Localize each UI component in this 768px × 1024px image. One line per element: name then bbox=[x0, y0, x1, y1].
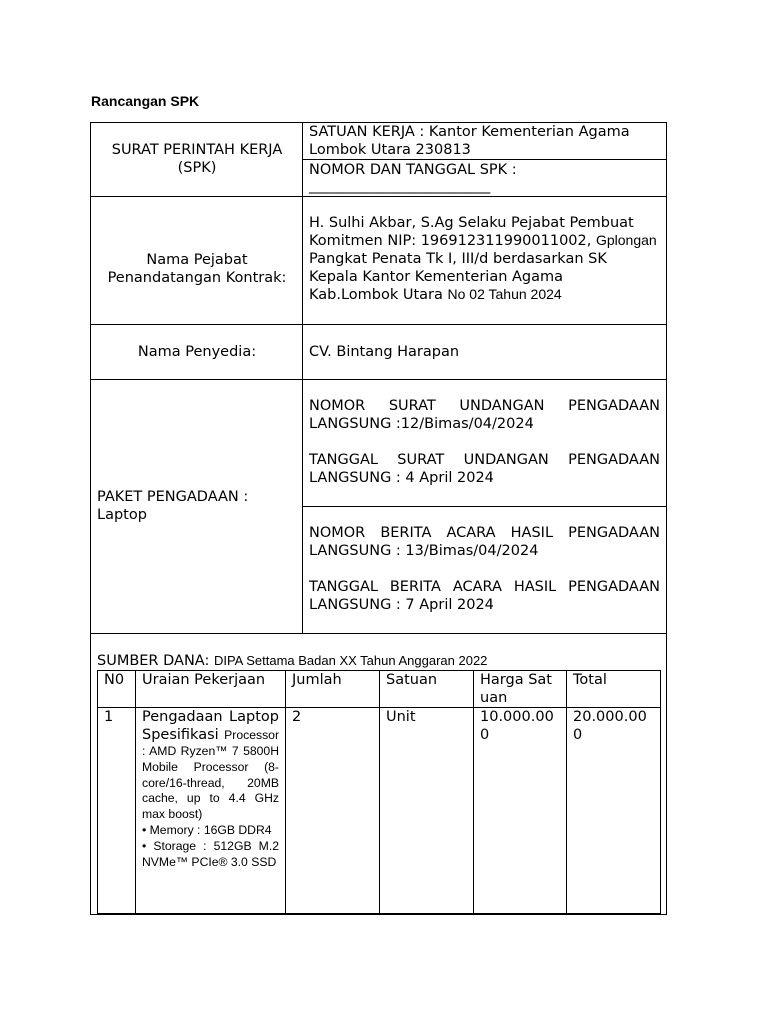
row-divider bbox=[90, 633, 667, 634]
pejabat-label: Nama Pejabat Penandatangan Kontrak: bbox=[107, 251, 287, 286]
pejabat-line: H. Sulhi Akbar, S.Ag Selaku Pejabat Pembuat bbox=[309, 215, 634, 231]
column-divider bbox=[302, 122, 303, 633]
table-row bbox=[98, 708, 661, 915]
nomor-tanggal-label: NOMOR DAN TANGGAL SPK : bbox=[309, 162, 517, 178]
row-divider bbox=[90, 379, 667, 380]
sumber-dana-label: SUMBER DANA: bbox=[97, 653, 214, 669]
spk-label: SURAT PERINTAH KERJA (SPK) bbox=[111, 142, 283, 176]
header-uraian: Uraian Pekerjaan bbox=[136, 671, 286, 708]
table-header-row bbox=[98, 671, 661, 708]
row-total: 20.000.000 bbox=[567, 708, 661, 915]
uraian-spec-storage: • Storage : 512GB M.2 NVMe™ PCIe® 3.0 SSD bbox=[142, 838, 279, 869]
header-satuan: Satuan bbox=[380, 671, 474, 708]
row-jumlah: 2 bbox=[286, 708, 380, 915]
header-no: N0 bbox=[98, 671, 136, 708]
tanggal-berita-acara: TANGGAL BERITA ACARA HASIL PENGADAAN LANGSUNG : 7 April 2024 bbox=[309, 579, 660, 613]
sumber-dana-value: DIPA Settama Badan XX Tahun Anggaran 2022 bbox=[213, 653, 488, 668]
uraian-text bbox=[142, 708, 279, 823]
header-jumlah: Jumlah bbox=[286, 671, 380, 708]
header-total: Total bbox=[567, 671, 661, 708]
uraian-spec-memory: • Memory : 16GB DDR4 bbox=[142, 822, 272, 837]
cell-divider bbox=[303, 506, 667, 507]
tanggal-surat-undangan: TANGGAL SURAT UNDANGAN PENGADAAN LANGSUNG : 4 April 2024 bbox=[309, 452, 660, 486]
pejabat-sk: No 02 Tahun 2024 bbox=[447, 286, 562, 302]
item-table bbox=[97, 670, 661, 915]
uraian-lead: Pengadaan Laptop Spesifikasi bbox=[142, 709, 279, 743]
paket-label-line: PAKET PENGADAAN : bbox=[97, 489, 249, 505]
row-satuan: Unit bbox=[380, 708, 474, 915]
pejabat-value bbox=[309, 214, 661, 304]
pejabat-line bbox=[309, 286, 661, 304]
nomor-tanggal-spk bbox=[309, 161, 661, 195]
row-harga-satuan: 10.000.000 bbox=[474, 708, 567, 915]
row-no: 1 bbox=[98, 708, 136, 915]
sumber-dana bbox=[97, 652, 657, 670]
header-harga-satuan: Harga Satuan bbox=[474, 671, 567, 708]
pejabat-golongan: Gplongan bbox=[595, 232, 657, 248]
penyedia-label: Nama Penyedia: bbox=[137, 344, 257, 360]
nomor-berita-acara: NOMOR BERITA ACARA HASIL PENGADAAN LANGSUNG : 13/Bimas/04/2024 bbox=[309, 525, 660, 559]
paket-label bbox=[97, 488, 297, 524]
cell-divider bbox=[303, 159, 667, 160]
paket-label-value: Laptop bbox=[97, 507, 147, 523]
row-uraian bbox=[136, 708, 286, 915]
pejabat-line: Pangkat Penata Tk I, III/d berdasarkan SK bbox=[309, 251, 607, 267]
pejabat-nip: Komitmen NIP: 196912311990011002, bbox=[309, 233, 596, 249]
uraian-spec-processor: Processor : AMD Ryzen™ 7 5800H Mobile Processor (8-core/16-thread, 20MB cache, up to 4.4 GHz max boost) bbox=[142, 728, 279, 822]
pejabat-line: Kepala Kantor Kementerian Agama bbox=[309, 269, 564, 285]
nomor-surat-undangan: NOMOR SURAT UNDANGAN PENGADAAN LANGSUNG :12/Bimas/04/2024 bbox=[309, 398, 660, 432]
pejabat-kab: Kab.Lombok Utara bbox=[309, 287, 448, 303]
penyedia-value: CV. Bintang Harapan bbox=[309, 344, 460, 360]
nomor-tanggal-blank: _________________________ bbox=[309, 178, 491, 194]
document-title: Rancangan SPK bbox=[91, 93, 200, 109]
satuan-kerja: SATUAN KERJA : Kantor Kementerian Agama Lombok Utara 230813 bbox=[309, 124, 630, 158]
pejabat-line bbox=[309, 232, 661, 250]
